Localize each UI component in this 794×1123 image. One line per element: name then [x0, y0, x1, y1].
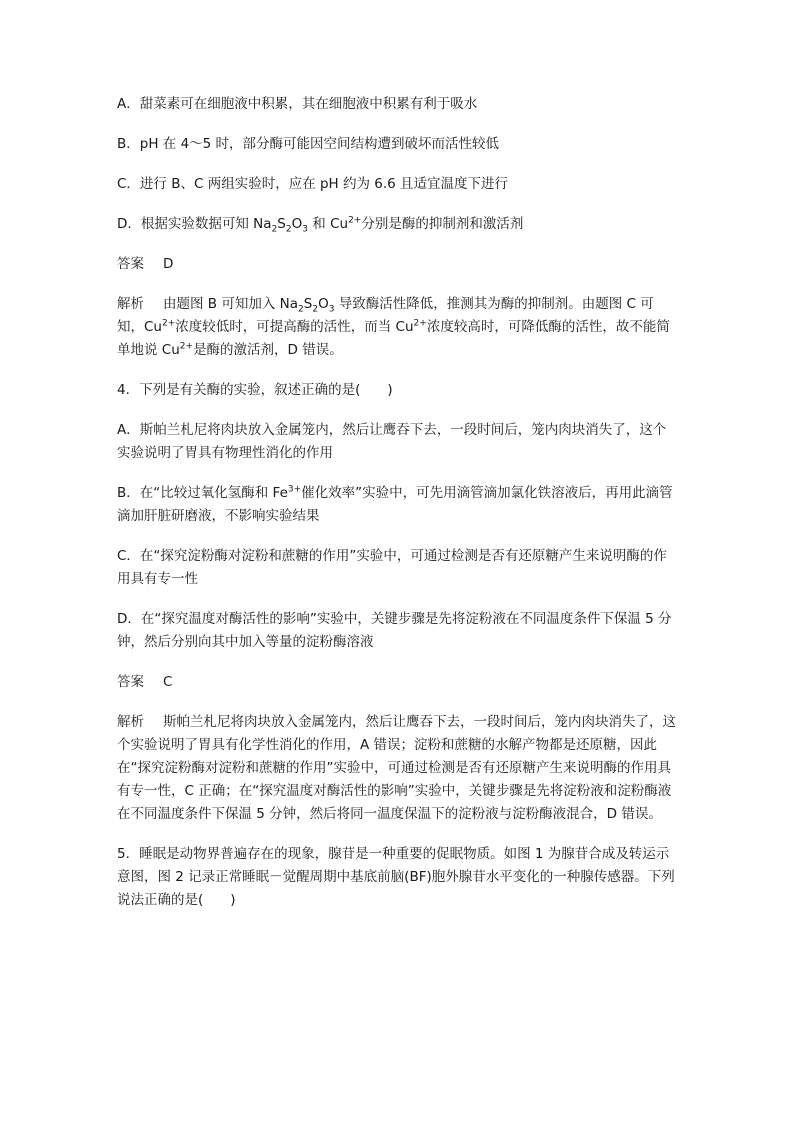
- q4-stem: 4．下列是有关酶的实验，叙述正确的是( ): [117, 382, 393, 398]
- q3-option-d: D．根据实验数据可知 $Na_2S_2O_3$ 和 $Cu^{2+}$分别是酶的抑制剂和激活剂: [117, 215, 524, 235]
- q3-explanation: 解析 由题图 B 可知加入 $Na_2S_2O_3$ 导致酶活性降低，推测其为酶的抑制剂。由题图 C 可知，$Cu^{2+}$浓度较低时，可提高酶的活性，而当 $Cu^{2+}$浓度较高时，可降低酶的活性，故不能简单地说 $Cu^{2+}$是酶的激活剂，D 错误。: [117, 293, 679, 362]
- q4-option-a: A．斯帕兰札尼将肉块放入金属笼内，然后让鹰吞下去，一段时间后，笼内肉块消失了，这个实验说明了胃具有物理性消化的作用: [117, 422, 667, 461]
- q4-option-b: B．在“比较过氧化氢酶和 $Fe^{3+}$催化效率”实验中，可先用滴管滴加氯化铁溶液后，再用此滴管滴加肝脏研磨液，不影响实验结果: [117, 484, 673, 524]
- explanation-label: 解析: [117, 714, 144, 730]
- q3-answer: [117, 253, 679, 276]
- q5-stem: 5．睡眠是动物界普遍存在的现象，腺苷是一种重要的促眠物质。如图 1 为腺苷合成及转运示意图，图 2 记录正常睡眠－觉醒周期中基底前脑(BF)胞外腺苷水平变化的一种腺传感器。下列说法正确的是( ): [117, 846, 675, 908]
- q3-option-c: C．进行 B、C 两组实验时，应在 pH 约为 6.6 且适宜温度下进行: [117, 176, 509, 192]
- q4-option-d: D．在“探究温度对酶活性的影响”实验中，关键步骤是先将淀粉液在不同温度条件下保温 5 分钟，然后分别向其中加入等量的淀粉酶溶液: [117, 611, 672, 650]
- answer-label: 答案: [117, 674, 144, 690]
- q4-option-c: C．在“探究淀粉酶对淀粉和蔗糖的作用”实验中，可通过检测是否有还原糖产生来说明酶的作用具有专一性: [117, 548, 667, 587]
- q3-option-b: B．pH 在 4～5 时，部分酶可能因空间结构遭到破坏而活性较低: [117, 136, 500, 152]
- q4-explanation: 解析 斯帕兰札尼将肉块放入金属笼内，然后让鹰吞下去，一段时间后，笼内肉块消失了，这个实验说明了胃具有化学性消化的作用，A 错误；淀粉和蔗糖的水解产物都是还原糖，因此在“探究淀粉酶对淀粉和蔗糖的作用”实验中，可通过检测是否有还原糖产生来说明酶的作用具有专一性，C 正确；在“探究温度对酶活性的影响”实验中，关键步骤是先将淀粉液和淀粉酶液在不同温度条件下保温 5 分钟，然后将同一温度保温下的淀粉液与淀粉酶液混合，D 错误。: [117, 711, 679, 826]
- q3-option-a: A．甜菜素可在细胞液中积累，其在细胞液中积累有利于吸水: [117, 96, 478, 112]
- answer-value: D: [163, 256, 174, 272]
- explanation-label: 解析: [117, 296, 144, 312]
- document-page: [117, 93, 679, 929]
- answer-label: 答案: [117, 256, 144, 272]
- q4-answer: [117, 671, 679, 694]
- answer-value: C: [163, 674, 173, 690]
